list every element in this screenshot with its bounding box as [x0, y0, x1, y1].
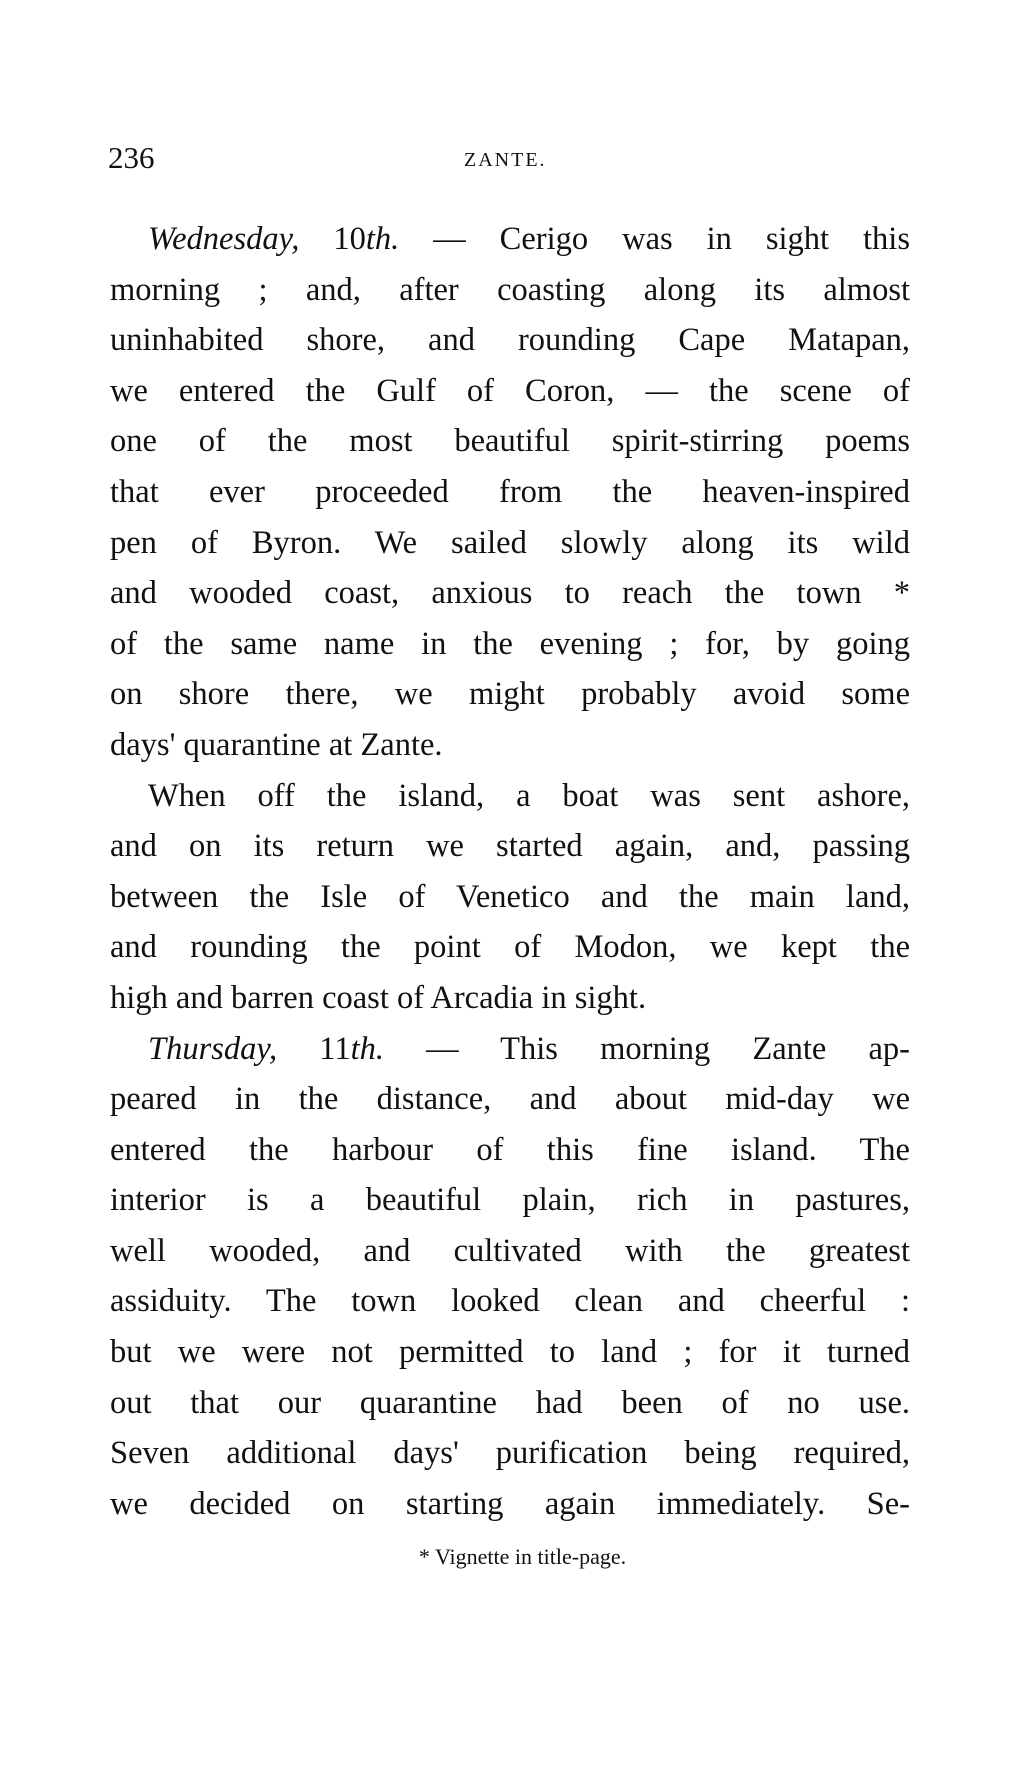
text-line: one of the most beautiful spirit-stirring poems: [110, 423, 910, 460]
footnote-text: * Vignette in title-page.: [418, 1544, 627, 1569]
text-line: assiduity. The town looked clean and cheerful :: [110, 1283, 910, 1320]
footnote: [0, 1542, 1025, 1572]
text-line: high and barren coast of Arcadia in sight.: [110, 979, 647, 1016]
text-line: on shore there, we might probably avoid some: [110, 676, 910, 713]
body-text: [110, 214, 910, 1529]
text-line: of the same name in the evening ; for, by going: [110, 625, 910, 662]
text-line: and on its return we started again, and, passing: [110, 828, 910, 865]
text-line: uninhabited shore, and rounding Cape Matapan,: [110, 322, 910, 359]
text-line: Thursday, 11th. — This morning Zante ap-: [148, 1030, 910, 1067]
running-head: [108, 138, 908, 178]
text-line: and rounding the point of Modon, we kept the: [110, 929, 910, 966]
text-line: morning ; and, after coasting along its almost: [110, 271, 910, 308]
text-line: Seven additional days' purification being required,: [110, 1435, 910, 1472]
text-line: we decided on starting again immediately. Se-: [110, 1485, 910, 1522]
text-line: days' quarantine at Zante.: [110, 726, 443, 763]
text-line: we entered the Gulf of Coron, — the scene of: [110, 372, 910, 409]
text-line: interior is a beautiful plain, rich in pastures,: [110, 1182, 910, 1219]
text-line: but we were not permitted to land ; for it turned: [110, 1334, 910, 1371]
text-line: out that our quarantine had been of no use.: [110, 1384, 910, 1421]
page-number: 236: [108, 140, 155, 175]
text-line: Wednesday, 10th. — Cerigo was in sight this: [148, 221, 910, 257]
text-line: When off the island, a boat was sent ashore,: [148, 777, 910, 814]
text-line: that ever proceeded from the heaven-inspired: [110, 473, 910, 510]
text-line: between the Isle of Venetico and the main land,: [110, 878, 910, 915]
text-line: well wooded, and cultivated with the greatest: [110, 1232, 910, 1269]
text-line: entered the harbour of this fine island. The: [110, 1131, 910, 1168]
text-line: and wooded coast, anxious to reach the town *: [110, 575, 910, 612]
text-line: pen of Byron. We sailed slowly along its wild: [110, 524, 910, 561]
running-title: ZANTE.: [464, 149, 547, 171]
text-line: peared in the distance, and about mid-day we: [110, 1081, 910, 1118]
